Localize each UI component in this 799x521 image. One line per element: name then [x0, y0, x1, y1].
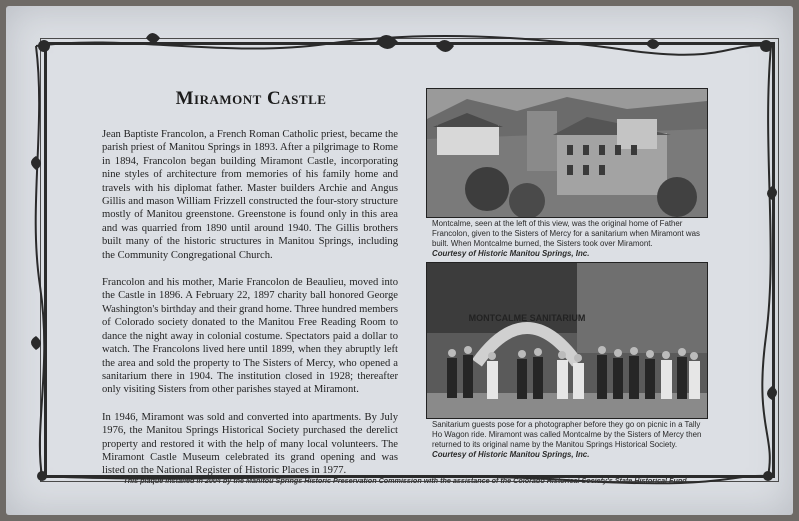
history-text	[102, 128, 398, 492]
sanitarium-caption	[432, 420, 710, 460]
paragraph-1: Jean Baptiste Francolon, a French Roman Catholic priest, became the parish priest of Manitou Springs in 1893. After a pilgrimage to Rome in 1894, Francolon began building Miramont Castle, incorporating nine styles of architecture from memories of his family home and travels with his diplomat father. Master builders Archie and Angus Gillis and mason William Frizzell constructed the four-story structure mostly of Manitou greenstone. Greenstone is found only in this area and was quarried from 1890 until around 1940. The Gillis brothers built many of the historic structures in Manitou Springs, including the Community Congregational Church.	[102, 129, 398, 261]
plaque	[6, 6, 793, 515]
montcalme-photo	[426, 88, 708, 218]
plaque-footer: This plaque installed in 2004 by the Manitou Springs Historic Preservation Commission with the assistance of the Colorado Historical Society's State Historical Fund.	[123, 476, 689, 485]
montcalme-caption-text: Montcalme, seen at the left of this view, was the original home of Father Francolon, given to the Sisters of Mercy for a sanitarium when Miramont was built. When Montcalme burned, the Sisters took over Miramont.	[432, 219, 700, 248]
paragraph-2: Francolon and his mother, Marie Francolon de Beaulieu, moved into the Castle in 1896. A February 22, 1897 charity ball honored George Washington's birthday and their grand home. Three hundred members of Colorado society donated to the Manitou Free Reading Room to dance the night away in colonial costume. Spectators paid a dollar to watch. The Francolons lived here until 1899, when they abruptly left the area and sold the property to The Sisters of Mercy, who opened a sanitarium there in 1904. The institution closed in 1928; thereafter only visiting Sisters from other parishes stayed at Miramont.	[102, 277, 398, 396]
sanitarium-guests-photo-image	[427, 263, 707, 418]
sanitarium-arch-sign: MONTCALME SANITARIUM	[468, 313, 586, 323]
paragraph-3: In 1946, Miramont was sold and converted into apartments. By July 1976, the Manitou Springs Historical Society purchased the derelict property and restored it with the help of many local volunteers. The Miramont Castle Museum celebrated its grand opening and was listed on the National Register of Historic Places in 1977.	[102, 411, 398, 477]
sanitarium-caption-text: Sanitarium guests pose for a photographer before they go on picnic in a Tally Ho Wagon ride. Miramont was called Montcalme by the Sisters of Mercy then returned to its original name by the Manitou Springs Historical Society.	[432, 420, 702, 449]
montcalme-photo-image	[427, 89, 707, 217]
sanitarium-credit: Courtesy of Historic Manitou Springs, Inc.	[432, 450, 590, 459]
montcalme-caption	[432, 219, 710, 259]
plaque-title: Miramont Castle	[175, 88, 327, 109]
montcalme-credit: Courtesy of Historic Manitou Springs, Inc.	[432, 249, 590, 258]
sanitarium-guests-photo	[426, 262, 708, 419]
